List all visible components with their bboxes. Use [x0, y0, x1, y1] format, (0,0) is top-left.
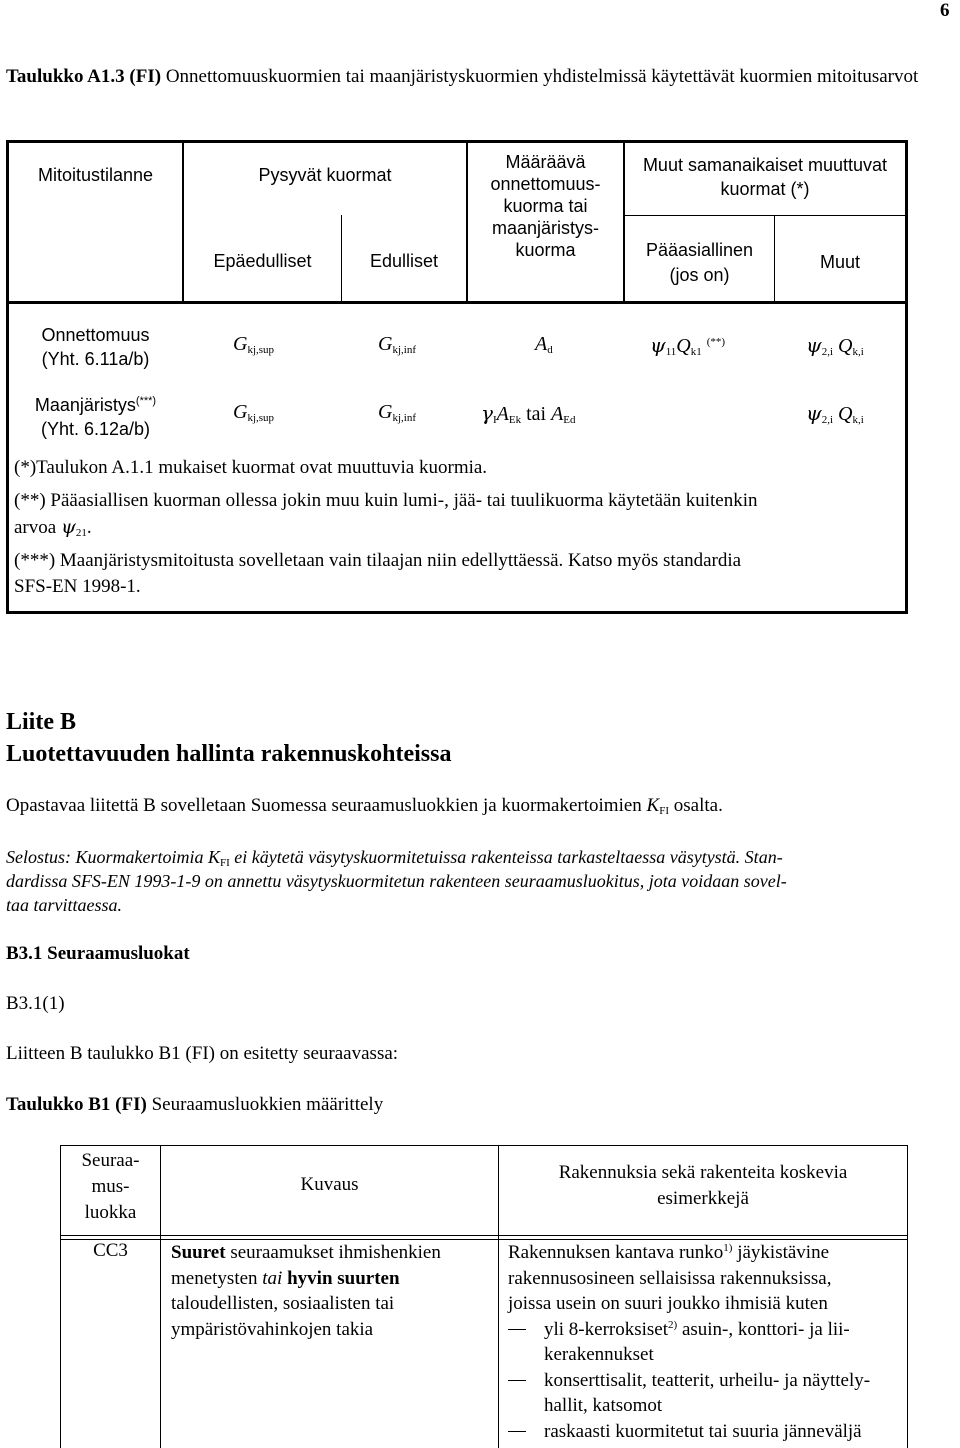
table-b1-caption: [6, 1094, 383, 1116]
note-2-line: (**) Pääasiallisen kuorman ollessa jokin muu kuin lumi-, jää- tai tuulikuorma käytetään kuitenkin: [14, 490, 758, 511]
table-a13-caption: [6, 64, 946, 89]
table-a13-caption-bold: Taulukko A1.3 (FI): [6, 66, 162, 87]
header-paaasiallinen: [625, 238, 774, 288]
esimerkki-line: joissa usein on suuri joukko ihmisiä kuten: [508, 1293, 828, 1314]
header-kuvaus: Kuvaus: [300, 1174, 359, 1195]
cell-a-d: [535, 333, 553, 356]
cell-g-kj-inf: [378, 333, 416, 356]
table-a13-notes: [14, 455, 902, 600]
header-seuraamus-line: luokka: [84, 1202, 137, 1223]
table-a13-caption-text: Onnettomuuskuormien tai maanjäristyskuormien yhdistelmissä käytettävät kuormien mitoitusarvot: [161, 66, 919, 87]
note-2-line: [14, 514, 902, 541]
liite-title-line: Liite B: [6, 709, 76, 735]
kuvaus-text: menetysten: [171, 1267, 263, 1289]
row-label-line: (Yht. 6.12a/b): [40, 419, 151, 439]
cell-class-cc3: CC3: [93, 1240, 128, 1261]
subscript: FI: [659, 805, 670, 817]
header-rakennuksia-line: Rakennuksia sekä rakenteita koskevia: [558, 1162, 848, 1183]
symbol-psi: ψ: [650, 333, 666, 357]
dash-icon: [508, 1329, 526, 1330]
subscript: k,i: [852, 414, 864, 426]
header-seuraamus-line: Seuraa-: [81, 1150, 140, 1171]
cell-psi11-q1: [650, 333, 725, 358]
dash-icon: [508, 1431, 526, 1432]
symbol-g: G: [233, 401, 248, 423]
header-maaraava-line: Määräävä: [505, 152, 586, 172]
subscript: kj,sup: [247, 344, 275, 356]
selostus-text: ei käytetä väsytyskuormitetuissa rakenteissa tarkasteltaessa väsytystä. Stan-: [229, 847, 783, 867]
subscript: Ek: [508, 414, 522, 426]
header-muut-samanaikaiset-line: kuormat (*): [720, 179, 810, 199]
row-maanjaristys-label: [9, 393, 182, 441]
cell-psi2-qi-row2: [806, 401, 864, 426]
text-tai: tai: [521, 403, 552, 425]
symbol-gamma: γ: [481, 401, 493, 425]
symbol-k: K: [646, 795, 660, 816]
intro-text: Liitteen B taulukko B1 (FI) on esitetty seuraavassa:: [6, 1043, 399, 1064]
symbol-a: A: [496, 403, 509, 425]
superscript: (**): [706, 336, 726, 348]
liite-title: [6, 706, 451, 770]
subscript: Ed: [563, 414, 576, 426]
kuvaus-line: taloudellisten, sosiaalisten tai: [171, 1293, 395, 1314]
header-mitoitustilanne: Mitoitustilanne: [37, 165, 154, 185]
subscript: 21: [75, 527, 87, 539]
header-pysyvat-kuormat: Pysyvät kuormat: [258, 165, 392, 185]
kuvaus-bold: Suuret: [171, 1242, 226, 1263]
list-item-text: asuin-, konttori- ja lii-: [677, 1318, 850, 1340]
note-text: .: [86, 517, 92, 538]
subscript: k,i: [852, 346, 864, 358]
table-b1-caption-bold: Taulukko B1 (FI): [6, 1094, 147, 1115]
note-1: (*)Taulukon A.1.1 mukaiset kuormat ovat muuttuvia kuormia.: [14, 457, 488, 478]
kuvaus-italic: tai: [262, 1267, 283, 1289]
kuvaus-line: [171, 1240, 496, 1266]
note-3: [14, 548, 902, 600]
symbol-a: A: [551, 403, 564, 425]
header-paaasiallinen-line: (jos on): [669, 265, 730, 285]
esimerkki-line: rakennusosineen sellaisissa rakennuksissa,: [508, 1267, 832, 1289]
kuvaus-text: seuraamukset ihmishenkien: [225, 1242, 441, 1263]
subscript: FI: [220, 857, 230, 869]
symbol-psi: ψ: [806, 333, 822, 357]
header-muut-samanaikaiset-line: Muut samanaikaiset muuttuvat: [642, 155, 888, 175]
header-paaasiallinen-line: Pääasiallinen: [645, 240, 754, 260]
paragraph-text: Opastavaa liitettä B sovelletaan Suomessa seuraamusluokkien ja kuormakertoimien: [6, 795, 647, 816]
note-3-line: SFS-EN 1998-1.: [14, 576, 141, 597]
header-rakennuksia-line: esimerkkejä: [657, 1188, 749, 1209]
list-item-line: hallit, katsomot: [544, 1395, 663, 1416]
symbol-g: G: [378, 333, 393, 355]
selostus-line: taa tarvittaessa.: [6, 895, 122, 915]
symbol-q: Q: [838, 403, 853, 425]
clause-b31-1: B3.1(1): [6, 993, 65, 1014]
subscript: kj,inf: [392, 344, 416, 356]
header-seuraamus-line: mus-: [91, 1176, 130, 1197]
header-edulliset: Edulliset: [369, 251, 439, 271]
dash-icon: [508, 1380, 526, 1381]
list-item-text: yli 8-kerroksiset: [544, 1318, 669, 1340]
subscript: 2,i: [821, 346, 833, 358]
header-maaraava-line: kuorma tai: [503, 196, 588, 216]
esimerkki-text: jäykistävine: [732, 1242, 830, 1263]
cell-g-kj-inf-row2: [378, 401, 416, 424]
cell-g-kj-sup: [233, 333, 274, 356]
header-seuraamusluokka: [61, 1148, 160, 1226]
row-onnettomuus-label: [9, 323, 182, 371]
cell-gamma-aek-aed: [481, 401, 576, 426]
paragraph-text: osalta.: [669, 795, 723, 816]
cell-psi2-qi-row1: [806, 333, 864, 358]
liite-title-line: Luotettavuuden hallinta rakennuskohteissa: [6, 741, 452, 767]
heading-b31: B3.1 Seuraamusluokat: [6, 943, 190, 964]
note-3-line: (***) Maanjäristysmitoitusta sovelletaan vain tilaajan niin edellyttäessä. Katso myös standardia: [14, 550, 742, 571]
superscript: 2): [668, 1318, 678, 1331]
symbol-psi: ψ: [60, 516, 76, 538]
table-b1-caption-text: Seuraamusluokkien määrittely: [146, 1094, 384, 1115]
row-label-line: [9, 393, 182, 417]
subscript: 11: [665, 346, 677, 358]
cell-g-kj-sup-row2: [233, 401, 274, 424]
cell-cc3-kuvaus: [171, 1240, 496, 1342]
subscript: d: [547, 344, 553, 356]
list-item: [508, 1317, 906, 1368]
esimerkki-text: Rakennuksen kantava runko: [508, 1242, 724, 1263]
selostus-line: dardissa SFS-EN 1993-1-9 on annettu väsytyskuormitetun rakenteen seuraamusluokitus, jota voidaan sovel-: [6, 871, 787, 891]
subscript: I: [492, 414, 497, 426]
subscript: kj,inf: [392, 412, 416, 424]
header-muut-samanaikaiset: [625, 153, 905, 201]
esimerkki-line: [508, 1240, 906, 1266]
superscript: 1): [723, 1242, 733, 1254]
list-item-line: konserttisalit, teatterit, urheilu- ja näyttely-: [544, 1369, 871, 1391]
liite-selostus: [6, 845, 956, 917]
list-item: [508, 1368, 906, 1419]
subscript: kj,sup: [247, 412, 275, 424]
symbol-k: K: [208, 847, 221, 867]
symbol-g: G: [233, 333, 248, 355]
selostus-text: Selostus: Kuormakertoimia: [6, 847, 208, 867]
page-number: 6: [940, 0, 950, 21]
list-item-line: [544, 1317, 906, 1343]
row-label-line: (Yht. 6.11a/b): [41, 349, 150, 369]
liite-paragraph-1: [6, 795, 946, 817]
symbol-q: Q: [676, 335, 691, 357]
symbol-q: Q: [838, 335, 853, 357]
symbol-g: G: [378, 401, 393, 423]
header-epaedulliset: Epäedulliset: [213, 251, 312, 271]
subscript: 2,i: [821, 414, 833, 426]
header-maaraava-line: kuorma: [515, 240, 576, 260]
row-label-line: Onnettomuus: [41, 325, 150, 345]
kuvaus-line: ympäristövahinkojen takia: [171, 1318, 374, 1340]
superscript: (***): [135, 395, 157, 407]
list-item-line: raskaasti kuormitetut tai suuria jänneväljä: [544, 1420, 862, 1442]
row-label-text: Maanjäristys: [34, 395, 136, 415]
symbol-psi: ψ: [806, 401, 822, 425]
selostus-line: [6, 845, 956, 869]
kuvaus-line: [171, 1266, 496, 1292]
subscript: k1: [690, 346, 702, 358]
symbol-a: A: [535, 333, 548, 355]
list-item-line: kerakennukset: [544, 1344, 654, 1365]
header-maaraava-line: maanjäristys-: [491, 218, 600, 238]
cell-cc3-esimerkit: [508, 1240, 906, 1444]
header-maaraava-line: onnettomuus-: [490, 174, 601, 194]
header-muut: Muut: [819, 252, 861, 272]
header-maaraava: [468, 151, 623, 261]
note-2: [14, 488, 902, 541]
list-item: [508, 1419, 906, 1445]
header-rakennuksia: [499, 1160, 907, 1212]
kuvaus-bold: hyvin suurten: [287, 1267, 400, 1289]
note-text: arvoa: [14, 517, 61, 538]
